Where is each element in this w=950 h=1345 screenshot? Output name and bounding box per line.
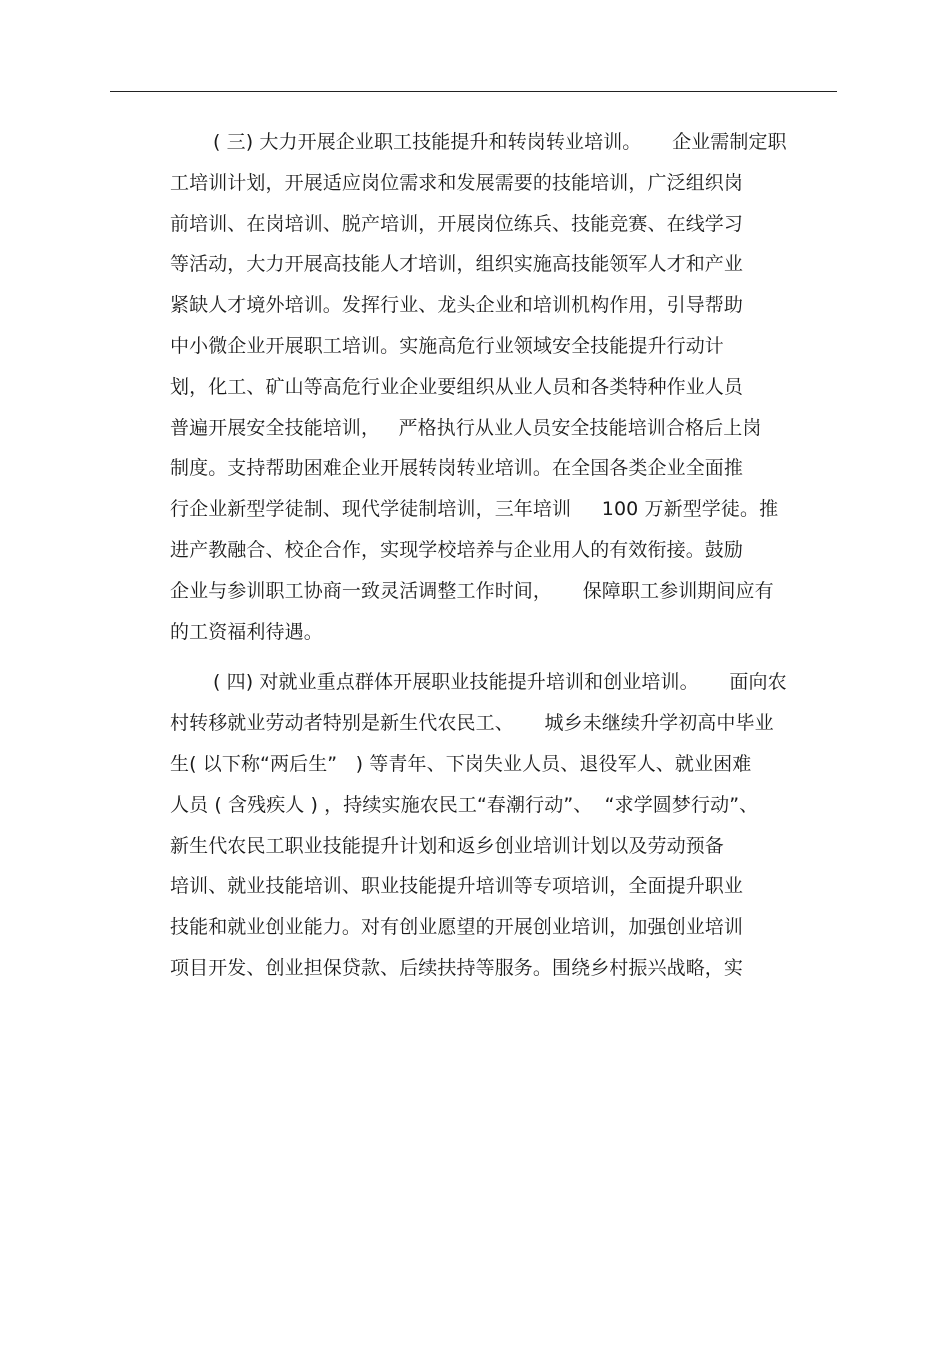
paragraph-3-line: 紧缺人才境外培训。发挥行业、龙头企业和培训机构作用，引导帮助 [170,294,744,317]
paragraph-3-line: 的工资福利待遇。 [170,620,323,643]
paragraph-3-line: 划，化工、矿山等高危行业企业要组织从业人员和各类特种作业人员 [170,375,744,398]
paragraph-4-line: 村转移就业劳动者特别是新生代农民工、 城乡未继续升学初高中毕业 [170,712,774,735]
paragraph-4-line: 生( 以下称“两后生” ) 等青年、下岗失业人员、退役军人、就业困难 [170,752,752,775]
header-rule [110,91,837,92]
paragraph-4-line: 新生代农民工职业技能提升计划和返乡创业培训计划以及劳动预备 [170,834,724,857]
paragraph-4-line: 人员 ( 含残疾人 ) ，持续实施农民工“春潮行动”、 “求学圆梦行动”、 [170,793,759,816]
paragraph-4-line: 培训、就业技能培训、职业技能提升培训等专项培训，全面提升职业 [170,875,744,898]
paragraph-3-line: 中小微企业开展职工培训。实施高危行业领域安全技能提升行动计 [170,334,724,357]
paragraph-3-line: 工培训计划，开展适应岗位需求和发展需要的技能培训，广泛组织岗 [170,171,744,194]
paragraph-3-line: 前培训、在岗培训、脱产培训，开展岗位练兵、技能竞赛、在线学习 [170,212,744,235]
document-body [170,122,840,989]
paragraph-4-line: 技能和就业创业能力。对有创业愿望的开展创业培训，加强创业培训 [170,916,744,939]
paragraph-3-line: ( 三) 大力开展企业职工技能提升和转岗转业培训。 企业需制定职 [213,131,787,153]
paragraph-3-line: 行企业新型学徒制、现代学徒制培训，三年培训 100 万新型学徒。推 [170,498,779,521]
paragraph-4-line: ( 四) 对就业重点群体开展职业技能提升培训和创业培训。 面向农 [213,671,787,694]
paragraph-3-line: 企业与参训职工协商一致灵活调整工作时间， 保障职工参训期间应有 [170,579,774,602]
paragraph-3-line: 制度。支持帮助困难企业开展转岗转业培训。在全国各类企业全面推 [170,457,744,480]
paragraph-4-line: 项目开发、创业担保贷款、后续扶持等服务。围绕乡村振兴战略，实 [170,956,744,979]
paragraph-3-line: 等活动，大力开展高技能人才培训，组织实施高技能领军人才和产业 [170,253,744,276]
paragraph-3-line: 普遍开展安全技能培训， 严格执行从业人员安全技能培训合格后上岗 [170,416,762,439]
paragraph-3-line: 进产教融合、校企合作，实现学校培养与企业用人的有效衔接。鼓励 [170,538,744,561]
